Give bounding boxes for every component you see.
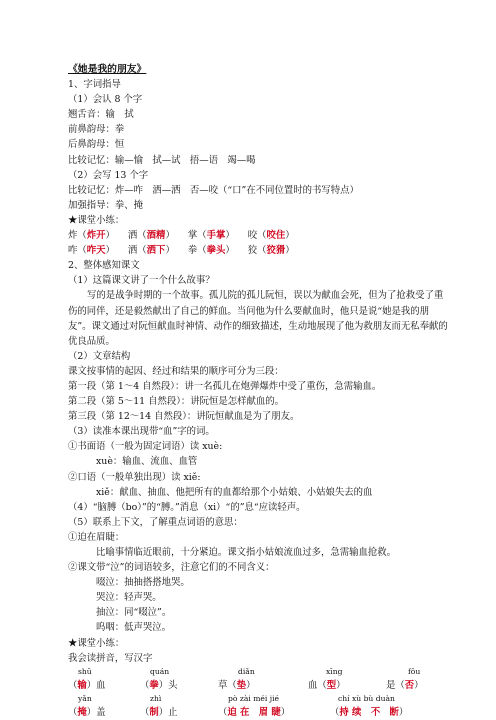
answer-item: 草（垫） — [218, 679, 256, 691]
answer-row-1 — [68, 678, 448, 693]
context-words-heading: （5）联系上下文，了解重点词语的意思： — [68, 516, 243, 528]
word-item: 洒（洒下） — [127, 245, 175, 257]
spoken-form-rule: ②口语（一般单独出现）读 xiě: — [68, 471, 201, 483]
weep-word-1: 啜泣：抽抽搭搭地哭。 — [96, 577, 190, 589]
tongue-sounds: 翘舌音：输 拭 — [68, 109, 134, 121]
practice-1-row-1 — [68, 228, 448, 243]
paragraph-part-2: 第二段（第 5～11 自然段）：讲阮恒是怎样献血的。 — [68, 396, 285, 408]
spoken-form-words: xiě：献血、抽血、他把所有的血都给那个小姑娘、小姑娘失去的血 — [96, 486, 373, 498]
weep-word-2: 哭泣：轻声哭。 — [96, 592, 162, 604]
front-nasal: 前鼻韵母：拳 — [68, 124, 125, 136]
back-nasal: 后鼻韵母：恒 — [68, 139, 125, 151]
word-item: 咬（咬住） — [247, 230, 295, 242]
story-answer: 写的是战争时期的一个故事。孤儿院的孤儿阮恒，误以为献血会死，但为了抢救受了重伤的同伴，还是毅然献出了自己的鲜血。当问他为什么要献血时，他只是说“她是我的朋友”。课文通过对阮恒献血时神情、动作的细致描述，生动地展现了他为救朋友而无私奉献的优良品质。 — [68, 290, 448, 347]
word-item: 洒（酒精） — [127, 230, 175, 242]
practice-1-heading: ★课堂小练： — [68, 214, 125, 226]
strengthen-guidance: 加强指导：拳、掩 — [68, 199, 144, 211]
answer-row-2 — [68, 705, 448, 720]
answer-item: （输）血 — [68, 679, 106, 691]
pinyin-label: diǎn — [238, 666, 255, 676]
answer-item: （制）止 — [140, 706, 178, 718]
written-form-words: xuè：输血、流血、血管 — [96, 456, 198, 468]
answer-item: （掩）盖 — [68, 706, 106, 718]
section-2-heading: 2、整体感知课文 — [68, 260, 140, 272]
answer-item: （迫 在 眉 睫） — [218, 706, 291, 718]
practice-2-heading: ★课堂小练： — [68, 637, 125, 649]
pinyin-label: quán — [150, 666, 170, 676]
answer-item: 血（型） — [308, 679, 346, 691]
pinyin-row-2 — [68, 693, 448, 705]
pinyin-label: chí xù bù duàn — [338, 693, 395, 703]
word-item: 咋（咋天） — [68, 245, 115, 257]
story-question: （1）这篇课文讲了一个什么故事？ — [68, 275, 215, 287]
written-form-rule: ①书面语（一般为固定词语）读 xuè: — [68, 441, 223, 453]
answer-item: （持 续 不 断） — [330, 706, 409, 718]
subsection-recognize: （1）会认 8 个字 — [68, 94, 143, 106]
paragraph-part-3: 第三段（第 12～14 自然段）：讲阮恒献血是为了朋友。 — [68, 411, 300, 423]
compare-memory-1: 比较记忆：输—愉 拭—试 捂—语 竭—喝 — [68, 154, 256, 166]
pinyin-label: yǎn — [78, 693, 92, 703]
structure-intro: 课文按事情的起因、经过和结果的顺序可分为三段： — [68, 365, 284, 377]
pinyin-label: pò zài méi jié — [228, 693, 280, 703]
compare-memory-2: 比较记忆：炸—咋 洒—洒 否—咬（“口”在不同位置时的书写特点） — [68, 184, 359, 196]
document-title: 《她是我的朋友》 — [68, 64, 147, 75]
subsection-write: （2）会写 13 个字 — [68, 169, 149, 181]
word-item: 拳（拳头） — [187, 245, 235, 257]
weep-word-3: 抽泣：同“啜泣”。 — [96, 607, 172, 619]
practice-2-intro: 我会读拼音，写汉字 — [68, 652, 153, 664]
section-1-heading: 1、字词指导 — [68, 79, 121, 91]
pinyin-label: fǒu — [408, 666, 421, 676]
word-item: 掌（手掌） — [187, 230, 235, 242]
word-item: 狡（狡猾） — [247, 245, 295, 257]
neutral-tone-note: （4）“脑膊（bo）”的“膊。”消息（xi）“的”息“应读轻声。 — [68, 501, 306, 513]
paragraph-part-1: 第一段（第 1～4 自然段）：讲一名孤儿在炮弹爆炸中受了重伤，急需输血。 — [68, 380, 382, 392]
idiom-definition: 比喻事情临近眼前，十分紧迫。课文指小姑娘流血过多，急需输血抢救。 — [96, 547, 397, 558]
blood-word-heading: （3）读准本课出现带“血”字的词。 — [68, 426, 215, 438]
answer-item: 是（否） — [386, 679, 424, 691]
word-item: 炸（炸开） — [68, 230, 115, 242]
document-page — [68, 62, 448, 720]
answer-item: （拳）头 — [140, 679, 178, 691]
pinyin-row-1 — [68, 666, 448, 678]
weep-words-intro: ②课文带“泣”的词语较多，注意它们的不同含义： — [68, 562, 275, 574]
weep-word-4: 呜咽：低声哭泣。 — [96, 622, 172, 634]
structure-heading: （2）文章结构 — [68, 350, 131, 362]
practice-1-row-2 — [68, 243, 448, 258]
pinyin-label: shū — [78, 666, 92, 676]
pinyin-label: xīng — [326, 666, 343, 676]
idiom-term: ①迫在眉睫： — [68, 531, 125, 543]
pinyin-label: zhì — [150, 693, 162, 703]
